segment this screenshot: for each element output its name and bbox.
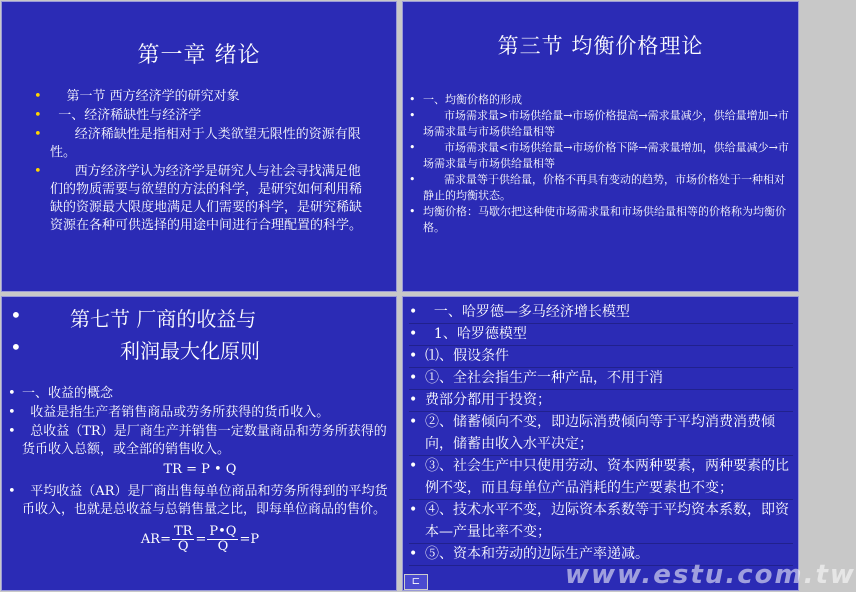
bullet-list — [34, 88, 364, 236]
formula-ar: AR= $\frac{TR}{Q}$ = $\frac{P•Q}{Q}$ =P — [140, 524, 260, 554]
slide-section-3 — [402, 1, 799, 292]
bullet-dot-icon: • — [409, 348, 418, 364]
formula-tr: TR = P • Q — [163, 462, 237, 477]
bullet-dot-icon: • — [409, 392, 418, 408]
list-item: • 平均收益（AR）是厂商出售每单位商品和劳务所得到的平均货币收入，也就是总收益与总销售量之比，即每单位商品的售价。 — [8, 484, 388, 517]
bullet-dot-icon: • — [34, 127, 42, 142]
bullet-dot-icon: • — [409, 304, 418, 320]
slide-chapter-1 — [1, 1, 397, 292]
bullet-dot-icon: • — [409, 326, 418, 342]
bullet-dot-icon: • — [34, 89, 42, 104]
list-item: • ②、储蓄倾向不变，即边际消费倾向等于平均消费消费倾向，储蓄由收入水平决定； — [409, 411, 793, 455]
bullet-dot-icon: • — [10, 303, 22, 327]
list-item: • ③、社会生产中只使用劳动、资本两种要素，两种要素的比例不变，而且每单位产品消耗的生产要素也不变； — [409, 455, 793, 499]
list-item: • 一、收益的概念 — [8, 386, 114, 401]
slide-harrod-domar — [402, 296, 856, 591]
list-item: • ⑤、资本和劳动的边际生产率递减。 — [409, 543, 793, 565]
bullet-dot-icon: • — [409, 414, 418, 430]
bullet-dot-icon: • — [409, 173, 416, 186]
list-item: • ⑴、假设条件 — [409, 345, 793, 367]
list-item: • 一、均衡价格的形成 — [409, 93, 522, 106]
bullet-dot-icon: • — [409, 370, 418, 386]
list-item: • 市场需求量<市场供给量→市场价格下降→需求量增加，供给量减少→市场需求量与市场供给量相等 — [409, 141, 789, 170]
slide-title: 第三节 均衡价格理论 — [497, 34, 704, 58]
fraction-tr-over-q: $\frac{TR}{Q}$ — [173, 524, 193, 554]
bullet-dot-icon: • — [409, 502, 418, 518]
list-item: • 第一节 西方经济学的研究对象 — [34, 89, 240, 104]
bullet-dot-icon: • — [34, 108, 42, 123]
list-item: • 均衡价格：马歇尔把这种使市场需求量和市场供给量相等的价格称为均衡价格。 — [409, 205, 786, 234]
slide-title: 第一章 绪论 — [137, 43, 261, 68]
list-item: • 一、哈罗德—多马经济增长模型 — [409, 301, 793, 323]
list-item: • ④、技术水平不变，边际资本系数等于平均资本系数，即资本—产量比率不变； — [409, 499, 793, 543]
bullet-list — [8, 385, 392, 558]
slide-section-7: • 第七节 厂商的收益与 • 利润最大化原则 • 一、收益的概念 • 收益是指生产者销售商品或劳务所获得的货币收入。 • 总收益（TR）是厂商生产并销售一定数量商品和劳务所获得的货币收入总额，或全部的销售收入。 TR = P • Q • 平均收益（AR）是厂商出售每单位商品和劳务所得到的平均货币收入，也就是总收益与总销售量之比，即每单位商品的售价。 AR= $\frac{TR}{Q}$ = $\frac{P•Q}{Q}$ =P — [1, 296, 397, 591]
bullet-dot-icon: • — [8, 484, 16, 499]
bullet-list — [409, 92, 793, 236]
watermark-text: www.estu.com.tw — [565, 560, 856, 590]
bullet-dot-icon: • — [8, 386, 16, 401]
list-item: • 经济稀缺性是指相对于人类欲望无限性的资源有限性。 — [34, 127, 361, 160]
bullet-dot-icon: • — [34, 164, 42, 179]
bullet-dot-icon: • — [409, 458, 418, 474]
bullet-dot-icon: • — [10, 335, 22, 359]
slide-nav-button[interactable]: ⊏ — [404, 574, 428, 590]
list-item: • 收益是指生产者销售商品或劳务所获得的货币收入。 — [8, 405, 330, 420]
list-item: • 西方经济学认为经济学是研究人与社会寻找满足他们的物质需要与欲望的方法的科学，是研究如何利用稀缺的资源最大限度地满足人们需要的科学，是研究稀缺资源在各种可供选择的用途中间进行合理配置的科学。 — [34, 164, 363, 233]
bullet-dot-icon: • — [409, 205, 416, 218]
fraction-pq-over-q: $\frac{P•Q}{Q}$ — [209, 524, 237, 554]
bullet-dot-icon: • — [409, 546, 418, 562]
list-item: • 总收益（TR）是厂商生产并销售一定数量商品和劳务所获得的货币收入总额，或全部的销售收入。 — [8, 424, 387, 457]
list-item: • ①、全社会指生产一种产品，不用于消 — [409, 367, 793, 389]
bullet-dot-icon: • — [8, 424, 16, 439]
bullet-dot-icon: • — [409, 141, 416, 154]
bullet-dot-icon: • — [409, 93, 416, 106]
list-item: • 市场需求量>市场供给量→市场价格提高→需求量减少，供给量增加→市场需求量与市场供给量相等 — [409, 109, 789, 138]
bullet-list — [409, 301, 793, 565]
bullet-dot-icon: • — [8, 405, 16, 420]
list-item: • 需求量等于供给量，价格不再具有变动的趋势，市场价格处于一种相对静止的均衡状态。 — [409, 173, 785, 202]
list-item: • 1、哈罗德模型 — [409, 323, 793, 345]
list-item: • 一、经济稀缺性与经济学 — [34, 108, 202, 123]
list-item: • 费部分都用于投资； — [409, 389, 793, 411]
bullet-dot-icon: • — [409, 109, 416, 122]
